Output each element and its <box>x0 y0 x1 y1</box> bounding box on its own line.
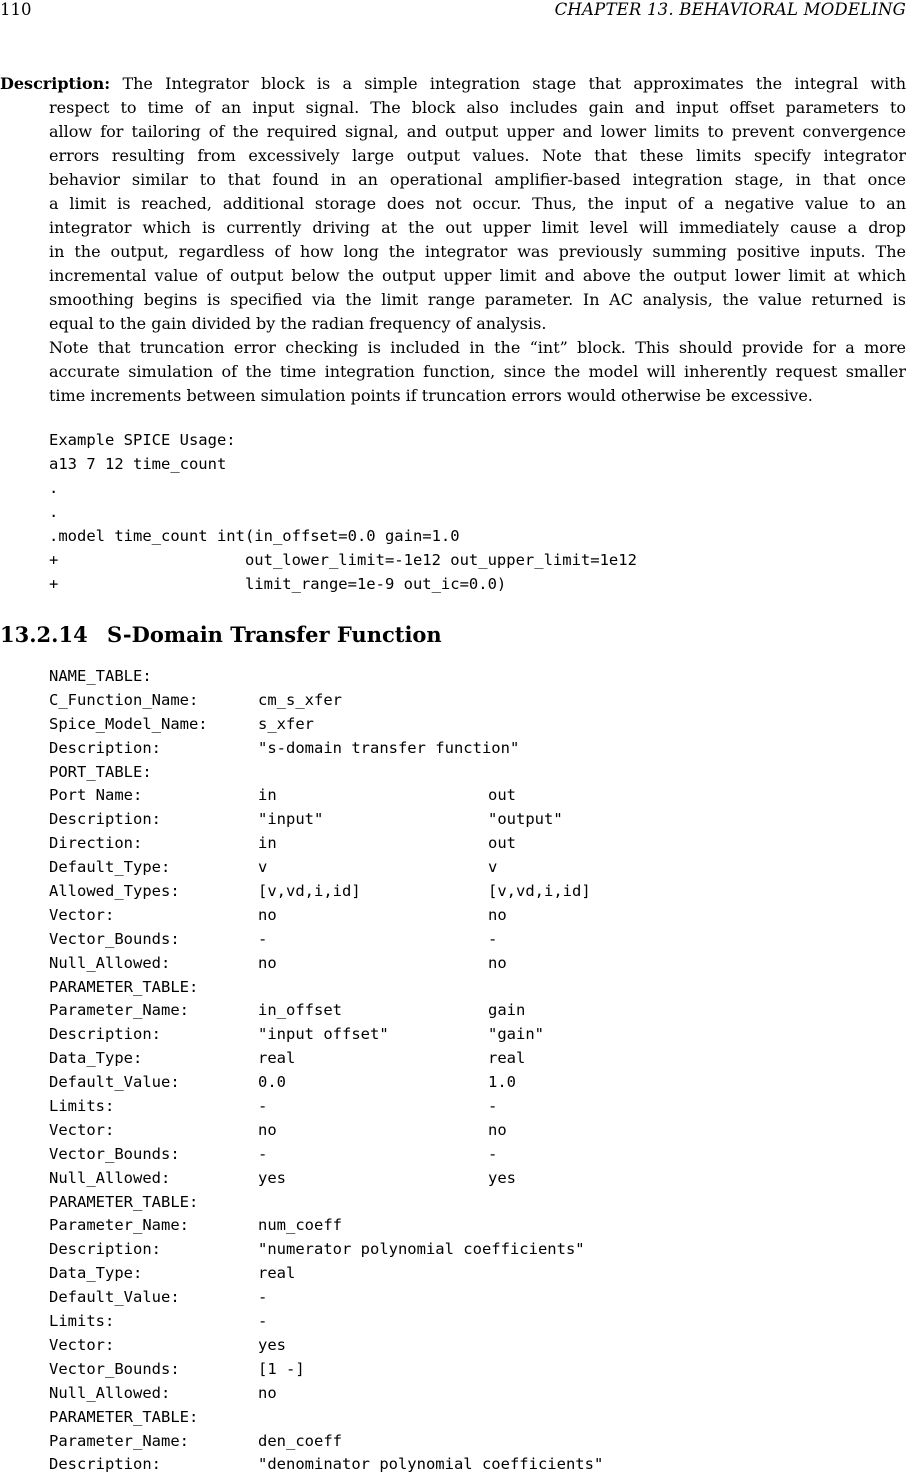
code-line: a13 7 12 time_count <box>49 455 227 473</box>
field-name: Null_Allowed: <box>49 1168 171 1187</box>
field-name: Vector: <box>49 1335 115 1354</box>
field-name: Null_Allowed: <box>49 953 171 972</box>
field-name: NAME_TABLE: <box>49 667 152 685</box>
field-value: "numerator polynomial coefficients" <box>258 1240 585 1259</box>
table-row <box>49 1047 899 1071</box>
field-value: num_coeff <box>258 1216 342 1235</box>
table-row <box>49 1430 899 1454</box>
field-name: Limits: <box>49 1312 115 1331</box>
field-value: - <box>488 929 498 948</box>
table-row <box>49 1453 899 1477</box>
table-row <box>49 1334 899 1358</box>
table-row <box>49 808 899 832</box>
code-line: . <box>49 503 59 521</box>
field-name: Direction: <box>49 834 143 853</box>
field-name: Description: <box>49 1025 161 1044</box>
field-value: in <box>258 786 277 805</box>
field-value: "s-domain transfer function" <box>258 738 520 757</box>
field-value: no <box>488 905 507 924</box>
field-name: Vector_Bounds: <box>49 1144 180 1163</box>
field-value: no <box>258 905 277 924</box>
code-line: .model time_count int(in_offset=0.0 gain=1.0 <box>49 527 460 545</box>
field-value: yes <box>258 1335 286 1354</box>
field-value: in <box>258 834 277 853</box>
description-line: incremental value of output below the output upper limit and above the output lower limit at which <box>49 266 906 285</box>
field-name: Parameter_Name: <box>49 1431 189 1450</box>
table-row <box>49 1119 899 1143</box>
field-name: Vector: <box>49 905 115 924</box>
field-name: Default_Value: <box>49 1073 180 1092</box>
table-row <box>49 928 899 952</box>
section-number: 13.2.14 <box>0 622 88 647</box>
field-name: Description: <box>49 810 161 829</box>
field-name: C_Function_Name: <box>49 690 199 709</box>
ifs-table <box>49 665 899 1477</box>
field-value: 1.0 <box>488 1073 516 1092</box>
description-line: Description: The Integrator block is a simple integration stage that approximates the integral with <box>0 74 906 93</box>
table-row <box>49 689 899 713</box>
description-paragraph <box>0 72 906 408</box>
field-value: "input" <box>258 810 324 829</box>
field-value: - <box>258 1097 268 1116</box>
field-value: out <box>488 786 516 805</box>
chapter-title: CHAPTER 13. BEHAVIORAL MODELING <box>554 0 906 19</box>
page-header <box>0 0 906 24</box>
table-row <box>49 784 899 808</box>
field-value: "input offset" <box>258 1025 389 1044</box>
table-row <box>49 1214 899 1238</box>
table-row <box>49 1262 899 1286</box>
field-value: gain <box>488 1001 526 1020</box>
section-heading <box>0 622 442 647</box>
field-value: - <box>488 1144 498 1163</box>
description-label: Description: <box>0 74 111 93</box>
table-row <box>49 1238 899 1262</box>
table-row <box>49 665 899 689</box>
field-name: Port Name: <box>49 786 143 805</box>
field-name: Vector_Bounds: <box>49 1359 180 1378</box>
description-line: integrator which is currently driving at the out upper limit level will immediately cause a drop <box>49 218 906 237</box>
field-name: Limits: <box>49 1097 115 1116</box>
table-row <box>49 1071 899 1095</box>
field-name: Default_Value: <box>49 1288 180 1307</box>
field-name: PARAMETER_TABLE: <box>49 1407 199 1426</box>
field-value: no <box>258 1120 277 1139</box>
code-line: + limit_range=1e-9 out_ic=0.0) <box>49 575 507 593</box>
table-row <box>49 1143 899 1167</box>
code-line: Example SPICE Usage: <box>49 431 236 449</box>
field-name: Description: <box>49 1455 161 1474</box>
description-line: in the output, regardless of how long the integrator was previously summing positive inputs. The <box>49 242 906 261</box>
table-row <box>49 880 899 904</box>
field-value: - <box>488 1097 498 1116</box>
table-row <box>49 1406 899 1430</box>
description-line: errors resulting from excessively large output values. Note that these limits specify integrator <box>49 146 906 165</box>
code-line: . <box>49 479 59 497</box>
description-line: accurate simulation of the time integration function, since the model will inherently request smaller <box>49 362 906 381</box>
field-name: Data_Type: <box>49 1049 143 1068</box>
field-value: real <box>258 1264 296 1283</box>
field-value: no <box>488 953 507 972</box>
field-value: v <box>258 858 268 877</box>
description-line: a limit is reached, additional storage does not occur. Thus, the input of a negative value to an <box>49 194 906 213</box>
table-row <box>49 1023 899 1047</box>
table-row <box>49 737 899 761</box>
field-name: Parameter_Name: <box>49 1001 189 1020</box>
description-line: behavior similar to that found in an operational amplifier-based integration stage, in that once <box>49 170 906 189</box>
field-value: 0.0 <box>258 1073 286 1092</box>
table-row <box>49 761 899 785</box>
field-name: PARAMETER_TABLE: <box>49 1192 199 1211</box>
field-value: "gain" <box>488 1025 544 1044</box>
field-value: [1 -] <box>258 1359 305 1378</box>
description-line: smoothing begins is specified via the limit range parameter. In AC analysis, the value returned is <box>49 290 906 309</box>
field-name: Description: <box>49 738 161 757</box>
description-line: respect to time of an input signal. The block also includes gain and input offset parameters to <box>49 98 906 117</box>
field-name: Null_Allowed: <box>49 1383 171 1402</box>
table-row <box>49 1358 899 1382</box>
field-value: s_xfer <box>258 714 314 733</box>
field-name: Description: <box>49 1240 161 1259</box>
field-name: Spice_Model_Name: <box>49 714 208 733</box>
field-name: Data_Type: <box>49 1264 143 1283</box>
field-value: "output" <box>488 810 563 829</box>
field-value: yes <box>258 1168 286 1187</box>
page-number: 110 <box>0 0 32 19</box>
section-title: S-Domain Transfer Function <box>107 622 442 647</box>
description-line: time increments between simulation points if truncation errors would otherwise be excessive. <box>49 386 813 405</box>
table-row <box>49 713 899 737</box>
field-name: PARAMETER_TABLE: <box>49 977 199 996</box>
code-line: + out_lower_limit=-1e12 out_upper_limit=1e12 <box>49 551 637 569</box>
table-row <box>49 1095 899 1119</box>
field-value: no <box>258 1383 277 1402</box>
description-line: allow for tailoring of the required signal, and output upper and lower limits to prevent convergence <box>49 122 906 141</box>
field-value: - <box>258 1144 268 1163</box>
description-line: equal to the gain divided by the radian frequency of analysis. <box>49 314 547 333</box>
field-value: - <box>258 1288 268 1307</box>
field-value: out <box>488 834 516 853</box>
field-value: "denominator polynomial coefficients" <box>258 1455 604 1474</box>
table-row <box>49 856 899 880</box>
table-row <box>49 1382 899 1406</box>
spice-example-code <box>49 428 899 596</box>
table-row <box>49 904 899 928</box>
field-value: real <box>258 1049 296 1068</box>
field-name: Vector: <box>49 1120 115 1139</box>
field-value: [v,vd,i,id] <box>258 882 361 901</box>
field-value: - <box>258 929 268 948</box>
table-row <box>49 999 899 1023</box>
field-value: [v,vd,i,id] <box>488 882 591 901</box>
field-value: yes <box>488 1168 516 1187</box>
field-name: Parameter_Name: <box>49 1216 189 1235</box>
field-value: real <box>488 1049 526 1068</box>
field-name: Vector_Bounds: <box>49 929 180 948</box>
field-value: no <box>488 1120 507 1139</box>
table-row <box>49 1167 899 1191</box>
field-value: v <box>488 858 498 877</box>
table-row <box>49 1310 899 1334</box>
table-row <box>49 1191 899 1215</box>
description-line: Note that truncation error checking is included in the “int” block. This should provide for a more <box>49 338 906 357</box>
table-row <box>49 976 899 1000</box>
table-row <box>49 1286 899 1310</box>
table-row <box>49 832 899 856</box>
field-value: no <box>258 953 277 972</box>
field-value: in_offset <box>258 1001 342 1020</box>
table-row <box>49 952 899 976</box>
field-name: PORT_TABLE: <box>49 762 152 781</box>
field-value: den_coeff <box>258 1431 342 1450</box>
field-value: - <box>258 1312 268 1331</box>
field-value: cm_s_xfer <box>258 690 342 709</box>
field-name: Allowed_Types: <box>49 882 180 901</box>
field-name: Default_Type: <box>49 858 171 877</box>
